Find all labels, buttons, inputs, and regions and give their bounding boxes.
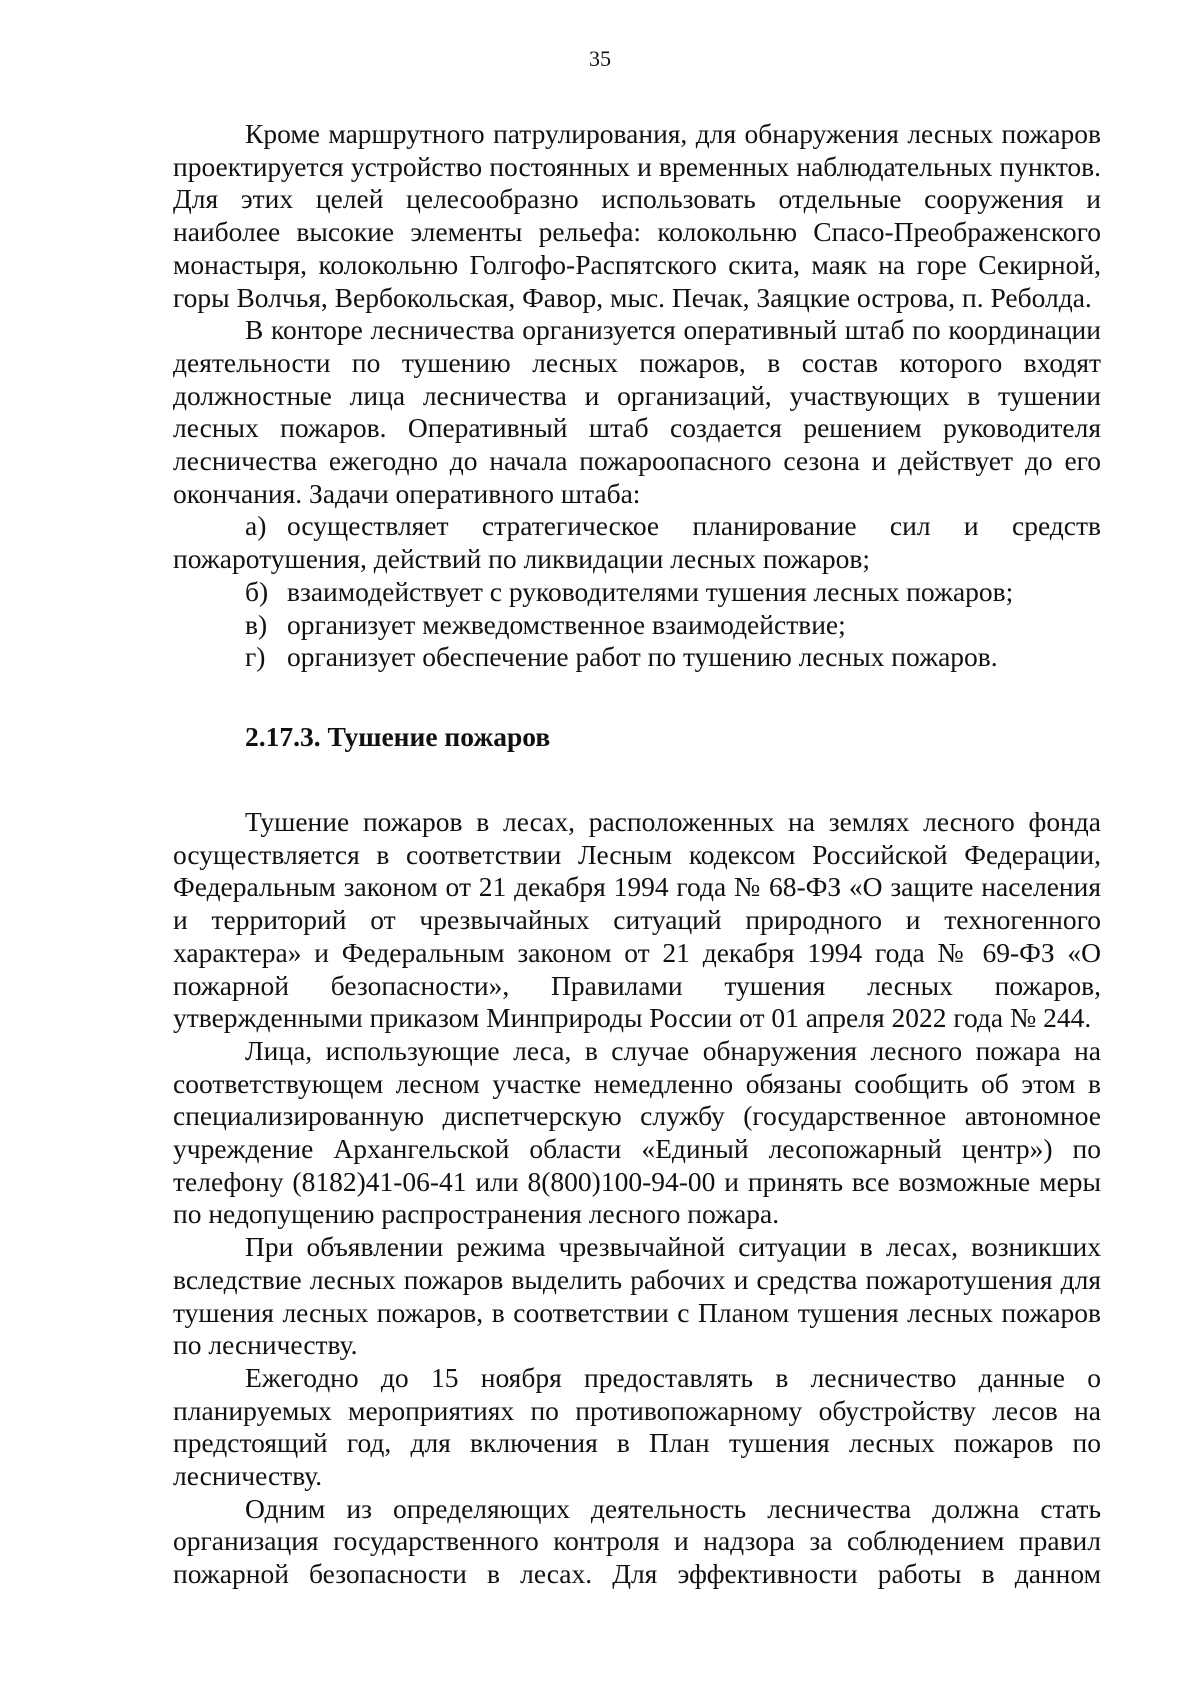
- task-list-item: [173, 641, 1101, 674]
- list-marker: а): [245, 510, 267, 542]
- paragraph-legal-basis: Тушение пожаров в лесах, расположенных на землях лесного фонда осуществляется в соответствии Лесным кодексом Российской Федерации, Федеральным законом от 21 декабря 1994 года № 68-ФЗ «О защите населения и территорий от чрезвычайных ситуаций природного и техногенного характера» и Федеральным законом от 21 декабря 1994 года № 69-ФЗ «О пожарной безопасности», Правилами тушения лесных пожаров, утвержденными приказом Минприроды России от 01 апреля 2022 года № 244.: [173, 806, 1101, 1034]
- paragraph-emergency-regime: При объявлении режима чрезвычайной ситуации в лесах, возникших вследствие лесных пожаров выделить рабочих и средства пожаротушения для тушения лесных пожаров, в соответствии с Планом тушения лесных пожаров по лесничеству.: [173, 1231, 1101, 1361]
- list-marker: в): [245, 608, 268, 640]
- list-marker: б): [245, 575, 269, 607]
- fire-suppression-text-block: [173, 806, 1101, 1591]
- paragraph-observation-points: Кроме маршрутного патрулирования, для обнаружения лесных пожаров проектируется устройство постоянных и временных наблюдательных пунктов. Для этих целей целесообразно использовать отдельные сооружения и наиболее высокие элементы рельефа: колокольню Спасо-Преображенского монастыря, колокольню Голгофо-Распятского скита, маяк на горе Секирной, горы Волчья, Вербокольская, Фавор, мыс. Печак, Заяцкие острова, п. Реболда.: [173, 118, 1101, 313]
- list-marker: г): [245, 641, 266, 673]
- intro-text-block: [173, 118, 1101, 674]
- page-number: 35: [589, 46, 611, 71]
- list-item-text: взаимодействует с руководителями тушения лесных пожаров;: [287, 575, 1014, 607]
- list-item-text: организует обеспечение работ по тушению лесных пожаров.: [287, 641, 998, 673]
- task-list-item: [173, 609, 1101, 642]
- section-heading: 2.17.3. Тушение пожаров: [245, 721, 551, 752]
- list-item-text: организует межведомственное взаимодействие;: [287, 608, 846, 640]
- paragraph-reporting-duty: Лица, использующие леса, в случае обнаружения лесного пожара на соответствующем лесном участке немедленно обязаны сообщить об этом в специализированную диспетчерскую службу (государственное автономное учреждение Архангельской области «Единый лесопожарный центр») по телефону (8182)41-06-41 или 8(800)100-94-00 и принять все возможные меры по недопущению распространения лесного пожара.: [173, 1034, 1101, 1230]
- task-list-item: [173, 510, 1101, 575]
- paragraph-operational-headquarters: В конторе лесничества организуется оперативный штаб по координации деятельности по тушению лесных пожаров, в состав которого входят должностные лица лесничества и организаций, участвующих в тушении лесных пожаров. Оперативный штаб создается решением руководителя лесничества ежегодно до начала пожароопасного сезона и действует до его окончания. Задачи оперативного штаба:: [173, 314, 1101, 509]
- task-list-item: [173, 576, 1101, 609]
- paragraph-state-control: Одним из определяющих деятельность лесничества должна стать организация государственного контроля и надзора за соблюдением правил пожарной безопасности в лесах. Для эффективности работы в данном: [173, 1492, 1101, 1590]
- paragraph-annual-reporting: Ежегодно до 15 ноября предоставлять в лесничество данные о планируемых мероприятиях по противопожарному обустройству лесов на предстоящий год, для включения в План тушения лесных пожаров по лесничеству.: [173, 1361, 1101, 1492]
- list-item-text: осуществляет стратегическое планирование сил и средств пожаротушения, действий по ликвидации лесных пожаров;: [173, 510, 1101, 575]
